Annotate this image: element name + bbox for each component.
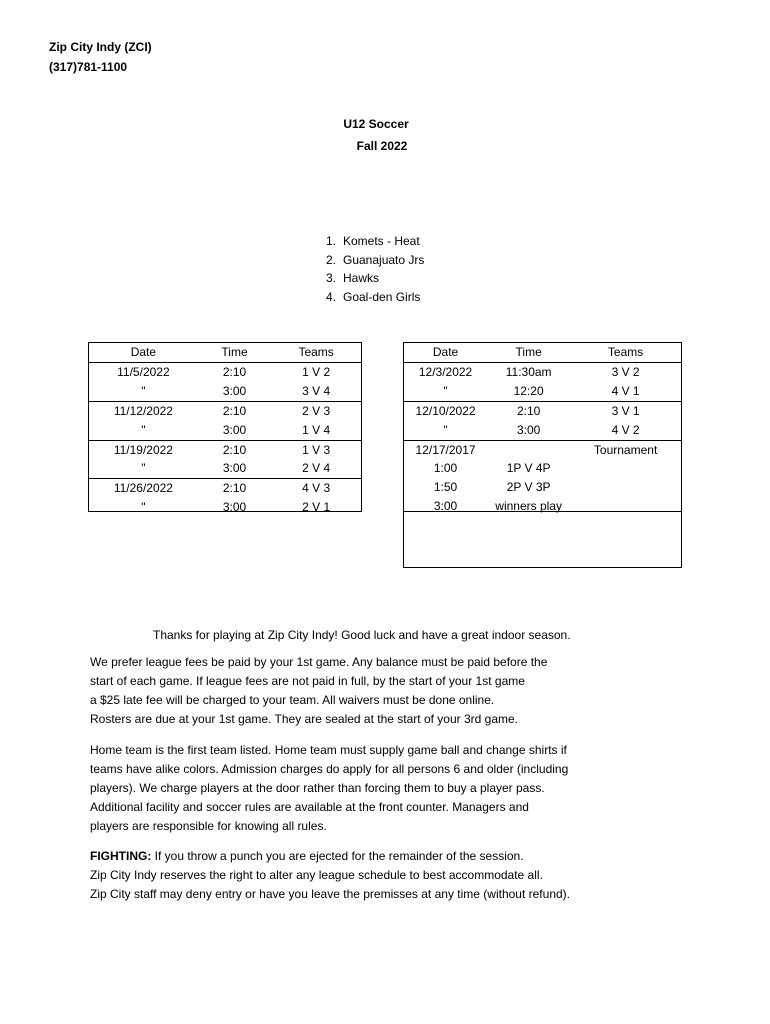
cell-date: 12/17/2017 [404,440,487,459]
cell-date: 11/19/2022 [89,440,198,459]
table-row [89,498,361,517]
team-number: 2. [326,252,337,267]
cell-time [487,440,570,459]
cell-teams: 3 V 4 [302,383,331,398]
cell-empty [570,497,681,516]
cell-time: 3:00 [516,422,541,437]
text-line: Home team is the first team listed. Home team must supply game ball and change shirts if [90,743,567,757]
table-row [404,401,681,420]
cell-time: 11:30am [487,362,570,381]
table-row [404,497,681,516]
org-phone: (317)781-1100 [49,60,128,74]
cell-teams: 4 V 3 [271,479,361,498]
fighting-label: FIGHTING: [90,849,152,863]
cell-time: 3:00 [222,500,247,515]
team-name: Hawks [343,271,380,286]
schedule-table-right [403,342,682,568]
cell-empty [570,459,681,478]
schedule-table-left [88,342,362,515]
cell-time: 2:10 [487,401,570,420]
table-row [89,459,361,478]
cell-teams: 2 V 1 [302,500,331,515]
team-item [326,288,424,307]
cell-teams: Tournament [570,440,681,459]
cell-date: " [443,422,448,437]
cell-date: 11/5/2022 [89,362,198,381]
cell-time: 2:10 [198,401,271,420]
column-header-date: Date [130,345,157,359]
team-item [326,251,424,270]
fees-paragraph [90,653,650,729]
column-header-time: Time [515,345,542,359]
cell-time: 2:10 [198,479,271,498]
table-row [404,459,681,478]
text-line: start of each game. If league fees are not paid in full, by the start of your 1st game [90,673,525,688]
column-header-date: Date [432,345,459,359]
text-line: a $25 late fee will be charged to your team. All waivers must be done online. [90,692,495,707]
table-row [404,440,681,459]
table-header-row [89,343,361,362]
cell-time: 12:20 [513,383,544,398]
cell-date: 12/10/2022 [404,401,487,420]
text-line [90,847,650,866]
cell-teams: 4 V 1 [611,383,640,398]
cell-time: 3:00 [222,383,247,398]
table-row [404,382,681,401]
column-header-teams: Teams [607,345,644,359]
cell-teams: 2P V 3P [506,480,551,495]
cell-teams: 4 V 2 [611,422,640,437]
text-line: Rosters are due at your 1st game. They are sealed at the start of your 3rd game. [90,711,519,726]
cell-date: 12/3/2022 [404,362,487,381]
team-number: 4. [326,290,337,305]
season-label: Fall 2022 [356,139,408,153]
cell-date: " [141,461,146,476]
thanks-message: Thanks for playing at Zip City Indy! Good luck and have a great indoor season. [153,628,571,642]
team-item [326,269,424,288]
cell-time: 3:00 [433,499,458,514]
cell-teams: 2 V 4 [302,461,331,476]
cell-teams: 1 V 2 [271,362,361,381]
table-row [404,421,681,440]
cell-teams: winners play [495,499,562,514]
text-line: players are responsible for knowing all rules. [90,818,327,833]
cell-date: " [141,383,146,398]
cell-date: " [141,500,146,515]
cell-teams: 1 V 3 [271,440,361,459]
team-name: Komets - Heat [343,234,420,248]
table-header-row [404,343,681,362]
cell-teams: 1 V 4 [302,422,331,437]
team-name: Guanajuato Jrs [343,252,425,267]
text-line: Additional facility and soccer rules are available at the front counter. Managers and [90,799,529,814]
table-row [89,401,361,420]
text-line: players). We charge players at the door rather than forcing them to buy a player pass. [90,780,545,795]
team-number: 3. [326,271,337,286]
team-name: Goal-den Girls [343,290,421,305]
cell-date: 11/26/2022 [89,479,198,498]
column-header-teams: Teams [298,345,334,359]
fighting-paragraph [90,847,650,904]
table-row [89,479,361,498]
text-line: Zip City Indy reserves the right to alter any league schedule to best accommodate all. [90,867,543,882]
team-item [326,232,424,251]
org-name: Zip City Indy (ZCI) [49,40,152,54]
table-row [89,440,361,459]
table-row [89,382,361,401]
table-row [89,421,361,440]
text-line: We prefer league fees be paid by your 1st game. Any balance must be paid before the [90,655,548,669]
cell-teams: 3 V 1 [570,401,681,420]
table-row [404,362,681,381]
cell-teams: 1P V 4P [506,461,551,476]
cell-time: 3:00 [222,422,247,437]
cell-teams: 2 V 3 [271,401,361,420]
cell-time: 1:00 [433,461,458,476]
cell-time: 2:10 [198,440,271,459]
cell-date: " [141,422,146,437]
cell-time: 1:50 [433,480,458,495]
page-title: U12 Soccer [343,117,409,131]
cell-time: 3:00 [222,461,247,476]
team-number: 1. [326,234,337,248]
column-header-time: Time [221,345,248,359]
fighting-text: If you throw a punch you are ejected for the remainder of the session. [151,849,524,863]
cell-time: 2:10 [198,362,271,381]
cell-empty [570,478,681,497]
rules-paragraph [90,741,650,835]
cell-teams: 3 V 2 [570,362,681,381]
table-divider [404,511,681,512]
table-row [404,478,681,497]
cell-date: 11/12/2022 [89,401,198,420]
text-line: Zip City staff may deny entry or have you leave the premisses at any time (without refund). [90,886,570,901]
text-line: teams have alike colors. Admission charges do apply for all persons 6 and older (including [90,761,569,776]
cell-date: " [443,383,448,398]
table-row [89,362,361,381]
team-list [326,232,424,307]
